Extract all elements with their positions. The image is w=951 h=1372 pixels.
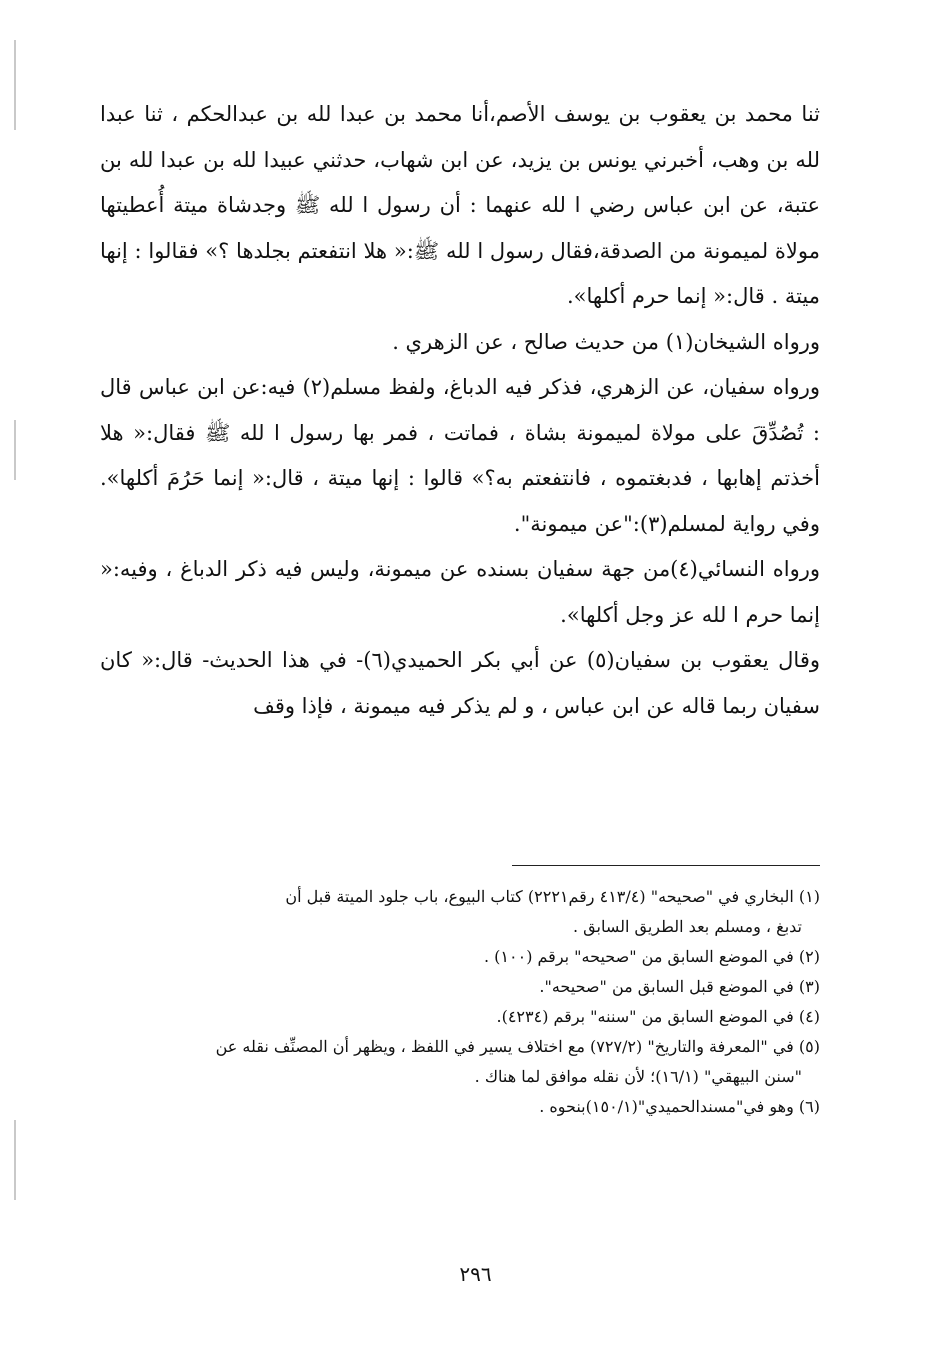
footnotes-block	[100, 882, 820, 1122]
scan-edge-mark	[14, 1120, 16, 1200]
footnote-2: (٢) في الموضع السابق من "صحيحه" برقم (١٠٠) .	[483, 947, 820, 966]
main-text-block	[100, 92, 820, 729]
paragraph-3: ورواه سفيان، عن الزهري، فذكر فيه الدباغ، ولفظ مسلم(٢) فيه:عن ابن عباس قال : تُصُدِّقَ على مولاة لميمونة بشاة ، فماتت ، فمر بها رسول ا لله ﷺ فقال:« هلا أخذتم إهابها ، فدبغتموه ، فانتفعتم به؟» قالوا : إنها ميتة ، قال:« إنما حَرُمَ أكلها». وفي رواية لمسلم(٣):"عن ميمونة".	[100, 375, 820, 536]
footnote-6: (٦) وهو في"مسندالحميدي"(١٥٠/١)بنحوه .	[539, 1097, 820, 1116]
paragraph-4: ورواه النسائي(٤)من جهة سفيان بسنده عن ميمونة، وليس فيه ذكر الدباغ ، وفيه:« إنما حرم ا لله عز وجل أكلها».	[100, 557, 820, 627]
footnote-3: (٣) في الموضع قبل السابق من "صحيحه".	[539, 977, 820, 996]
paragraph-5: وقال يعقوب بن سفيان(٥) عن أبي بكر الحميدي(٦)- في هذا الحديث- قال:« كان سفيان ربما قاله عن ابن عباس ، و لم يذكر فيه ميمونة ، فإذا وقف	[100, 648, 820, 718]
page-number: ٢٩٦	[459, 1262, 492, 1286]
scan-edge-mark	[14, 40, 16, 130]
footnote-4: (٤) في الموضع السابق من "سننه" برقم (٤٢٣٤).	[496, 1007, 820, 1026]
footnote-5: (٥) في "المعرفة والتاريخ" (٧٢٧/٢) مع اختلاف يسير في اللفظ ، ويظهر أن المصنِّف نقله عن	[215, 1037, 820, 1056]
scan-edge-mark	[14, 420, 16, 480]
footnote-1-continuation: تدبغ ، ومسلم بعد الطريق السابق .	[572, 917, 802, 936]
footnote-separator	[512, 865, 820, 866]
footnote-1: (١) البخاري في "صحيحه" (٤١٣/٤ رقم٢٢٢١) كتاب البيوع، باب جلود الميتة قبل أن	[285, 887, 820, 906]
paragraph-1: ثنا محمد بن يعقوب بن يوسف الأصم،أنا محمد بن عبدا لله بن عبدالحكم ، ثنا عبدا لله بن وهب، أخبرني يونس بن يزيد، عن ابن شهاب، حدثني عبيدا لله بن عبدا لله بن عتبة، عن ابن عباس رضي ا لله عنهما : أن رسول ا لله ﷺ وجدشاة ميتة أُعطيتها مولاة لميمونة من الصدقة،فقال رسول ا لله ﷺ:« هلا انتفعتم بجلدها ؟» فقالوا : إنها ميتة . قال:« إنما حرم أكلها».	[100, 102, 820, 308]
footnote-5-continuation: "سنن البيهقي" (١٦/١)؛ لأن نقله موافق لما هناك .	[474, 1067, 802, 1086]
paragraph-2: ورواه الشيخان(١) من حديث صالح ، عن الزهري .	[392, 329, 820, 354]
